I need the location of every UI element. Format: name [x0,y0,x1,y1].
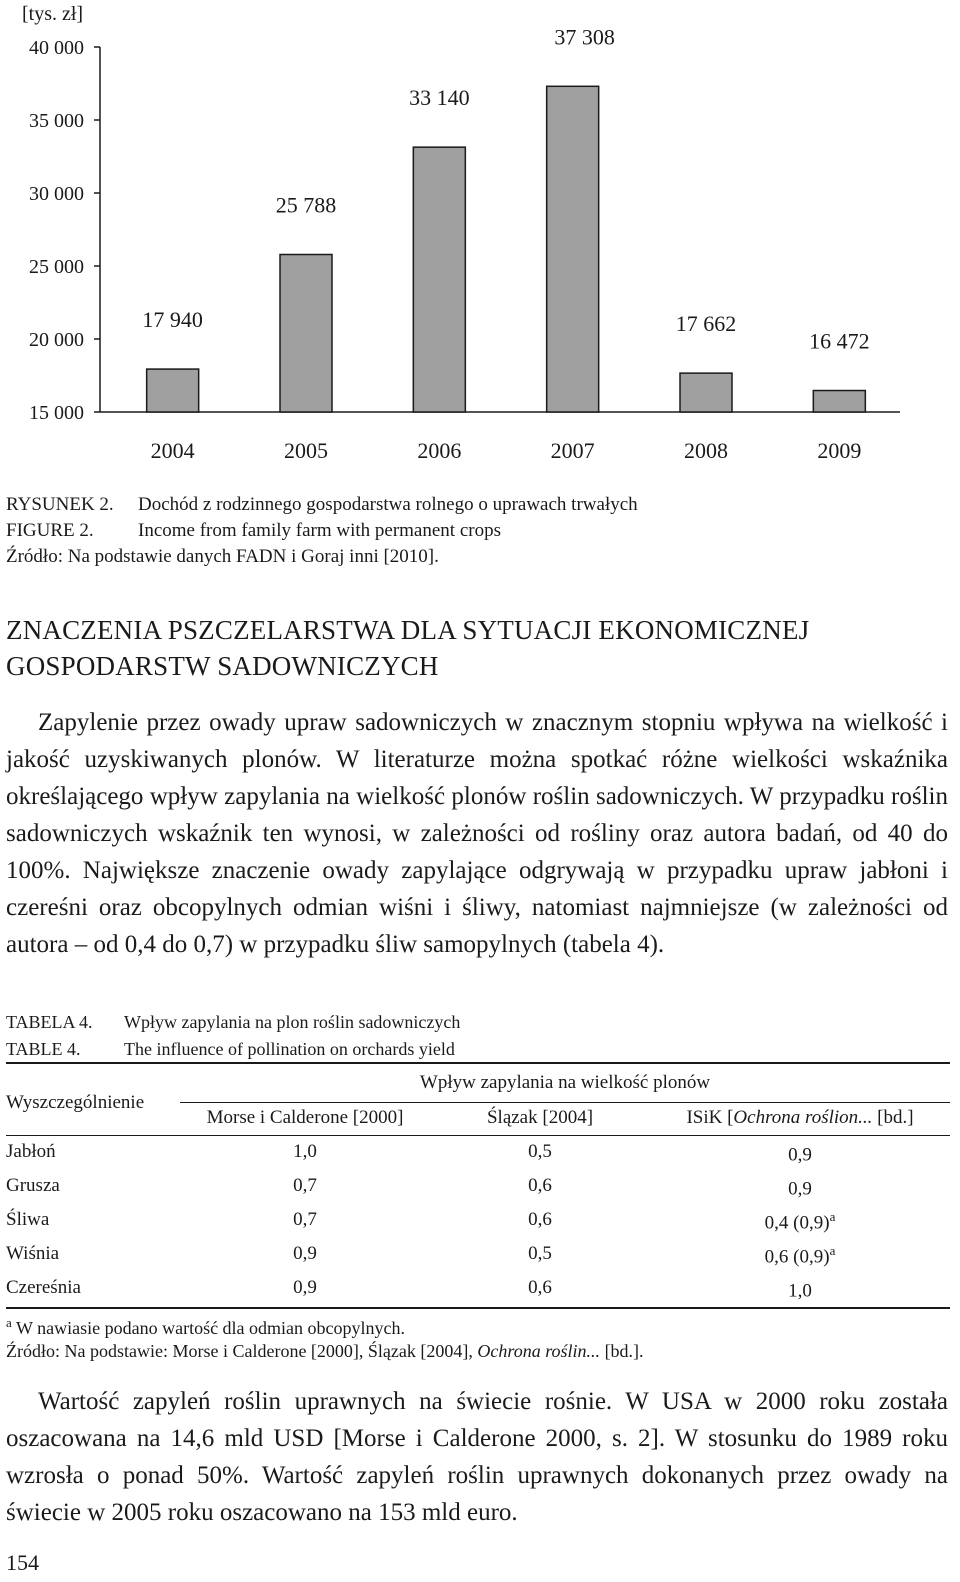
table-group-header: Wpływ zapylania na wielkość plonów [419,1072,711,1093]
page-number: 154 [6,1550,39,1575]
figure-caption-en [6,518,501,544]
table-source [6,1341,644,1362]
bar-value-label: 17 940 [142,307,203,333]
section-heading-line1: ZNACZENIA PSZCZELARSTWA DLA SYTUACJI EKONOMICZNEJ [6,615,810,645]
y-tick-label: 15 000 [29,402,84,424]
figure-source: Źródło: Na podstawie danych FADN i Goraj inni [2010]. [6,546,439,567]
table-label-pl: TABELA 4. [6,1012,93,1032]
bar-2007 [547,86,599,412]
body-paragraph-2 [6,1383,948,1531]
chart-plot-area [29,24,900,463]
col3-italic: Ochrona roślion... [733,1107,873,1128]
table-cell-morse: 0,9 [293,1277,317,1298]
figure-label-en: FIGURE 2. [6,520,94,541]
bar-2004 [147,369,199,412]
footnote-mark: a [6,1315,12,1330]
table-cell-isik-value: 0,4 (0,9) [764,1212,830,1234]
table-cell-isik-value: 0,6 (0,9) [764,1246,830,1268]
body-paragraph-1 [6,704,948,963]
bar-value-label: 16 472 [809,328,870,354]
bar-2009 [813,391,865,412]
y-tick-label: 20 000 [29,329,84,351]
figure-title-pl: Dochód z rodzinnego gospodarstwa rolnego o uprawach trwałych [138,494,638,515]
table-cell-morse: 1,0 [293,1141,317,1162]
x-tick-label: 2008 [684,438,728,463]
table-cell-isik-value: 1,0 [788,1280,812,1302]
table-cell-isik [650,1175,950,1200]
x-tick-label: 2006 [417,438,462,463]
figure-title-en: Income from family farm with permanent crops [138,520,501,541]
table-cell-isik [650,1141,950,1166]
table-top-rule [6,1062,950,1064]
table-cell-isik [650,1243,950,1268]
table-col-isik [650,1107,950,1129]
table-cell-isik-footnote-mark: a [829,1209,836,1224]
table-caption-pl [6,1012,460,1033]
section-heading [6,612,956,684]
bar-2006 [413,147,465,412]
table-cell-isik-value: 0,9 [788,1144,812,1166]
y-tick-label: 25 000 [29,256,84,278]
body-paragraph-2-text: Wartość zapyleń roślin uprawnych na świecie rośnie. W USA w 2000 roku została oszacowana na 14,6 mld USD [Morse i Calderone 2000, s. 2]. W stosunku do 1989 roku wzrosła o ponad 50%. Wartość zapyleń roślin uprawnych dokonanych przez owady na świecie w 2005 roku oszacowano na 153 mld euro. [6,1388,948,1526]
y-axis-unit-label: [tys. zł] [22,3,84,25]
bar-value-label: 33 140 [409,85,470,111]
table-source-suffix: [bd.]. [600,1341,644,1361]
y-tick-label: 40 000 [29,37,84,59]
table-source-prefix: Źródło: Na podstawie: Morse i Calderone [2000], Ślązak [2004], [6,1341,478,1361]
x-tick-label: 2004 [150,438,195,463]
table-col-morse: Morse i Calderone [2000] [206,1107,404,1128]
table-cell-isik-value: 0,9 [788,1178,812,1200]
income-bar-chart [0,0,960,480]
table-cell-morse: 0,7 [293,1175,317,1196]
footnote-text: W nawiasie podano wartość dla odmian obcopylnych. [11,1318,406,1338]
table-cell-slazak: 0,6 [528,1209,552,1230]
table-row-header: Wyszczególnienie [6,1092,145,1113]
bar-2008 [680,373,732,412]
bar-value-label: 37 308 [554,24,615,50]
table-source-italic: Ochrona roślin... [477,1341,601,1361]
table-title-en: The influence of pollination on orchards yield [124,1039,455,1059]
table-cell-slazak: 0,6 [528,1175,552,1196]
table-caption-en [6,1039,455,1060]
x-tick-label: 2005 [284,438,328,463]
table-cell-isik [650,1209,950,1234]
section-heading-line2: GOSPODARSTW SADOWNICZYCH [6,651,439,681]
table-group-rule [180,1102,950,1103]
table-row-name: Wiśnia [6,1243,60,1264]
y-tick-label: 30 000 [29,183,84,205]
table-title-pl: Wpływ zapylania na plon roślin sadowniczych [124,1012,461,1032]
bar-2005 [280,254,332,412]
bar-value-label: 17 662 [675,311,737,337]
table-row-name: Czereśnia [6,1277,81,1298]
table-cell-isik [650,1277,950,1302]
table-cell-morse: 0,7 [293,1209,317,1230]
col3-suffix: [bd.] [872,1107,914,1128]
x-tick-label: 2007 [550,438,595,463]
table-col-slazak: Ślązak [2004] [486,1107,594,1128]
table-bottom-rule [6,1307,950,1309]
y-tick-label: 35 000 [29,110,84,132]
table-header-rule [6,1135,950,1136]
bar-value-label: 25 788 [275,192,337,218]
table-cell-slazak: 0,6 [528,1277,552,1298]
table-footnote [6,1315,405,1339]
figure-caption-pl [6,492,638,518]
table-row-name: Śliwa [6,1209,50,1230]
x-tick-label: 2009 [817,438,862,463]
table-label-en: TABLE 4. [6,1039,81,1059]
body-paragraph-1-text: Zapylenie przez owady upraw sadowniczych w znacznym stopniu wpływa na wielkość i jakość uzyskiwanych plonów. W literaturze można spotkać różne wielkości wskaźnika określającego wpływ zapylania na wielkość plonów roślin sadowniczych. W przypadku roślin sadowniczych wskaźnik ten wynosi, w zależności od rośliny oraz autora badań, od 40 do 100%. Największe znaczenie owady zapylające odgrywają w przypadku upraw jabłoni i czereśni oraz obcopylnych odmian wiśni i śliwy, natomiast najmniejsze (w zależności od autora – od 0,4 do 0,7) w przypadku śliw samopylnych (tabela 4). [6,709,948,958]
figure-label-pl: RYSUNEK 2. [6,494,114,515]
table-cell-slazak: 0,5 [528,1243,552,1264]
table-row-name: Grusza [6,1175,60,1196]
table-cell-morse: 0,9 [293,1243,317,1264]
table-cell-slazak: 0,5 [528,1141,552,1162]
table-cell-isik-footnote-mark: a [829,1243,836,1258]
col3-prefix: ISiK [ [686,1107,734,1128]
table-row-name: Jabłoń [6,1141,56,1162]
